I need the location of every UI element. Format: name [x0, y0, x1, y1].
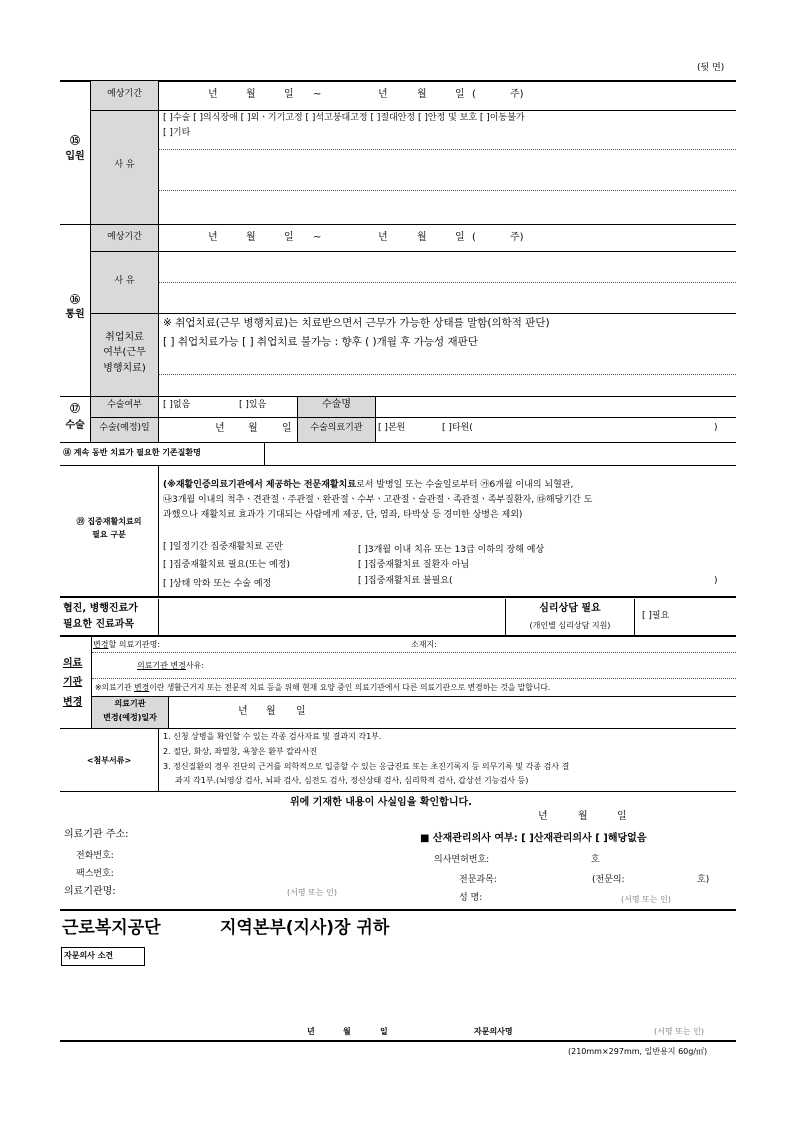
admission-end-day: 일 — [455, 89, 465, 100]
rehab-option-difficult: [ ]일정기간 집중재활치료 곤란 — [163, 542, 283, 552]
col-divider — [158, 729, 159, 791]
dotted-line — [159, 282, 736, 283]
row-line — [92, 696, 736, 697]
change-reason-prefix: 의료기관 변경 — [137, 661, 186, 670]
admission-end-year: 년 — [378, 89, 388, 100]
admission-start-month: 월 — [246, 89, 256, 100]
consult-label-2: 필요한 진료과목 — [63, 619, 135, 630]
surgery-label: 수술 — [65, 420, 85, 431]
work-treatment-label-2: 여부(근무 — [103, 347, 146, 358]
outpatient-label: 통원 — [65, 309, 85, 320]
outpatient-end-day: 일 — [455, 232, 465, 243]
col-divider — [158, 465, 159, 597]
surgery-this-hospital: [ ]본원 — [378, 423, 406, 433]
dotted-line — [159, 374, 736, 375]
change-date-label-2: 변경(예정)일자 — [103, 713, 157, 722]
col-divider — [158, 599, 159, 636]
attachment-item-1: 1. 신청 상병을 확인할 수 있는 각종 검사자료 및 결과지 각1부. — [163, 732, 382, 741]
change-day: 일 — [296, 706, 306, 717]
surgery-date-label: 수술(예정)일 — [99, 423, 150, 433]
psych-sub-label: (개인별 심리상담 지원) — [529, 621, 611, 630]
dotted-line — [92, 652, 736, 653]
advisor-name-label: 자문의사명 — [474, 1027, 513, 1036]
surgery-name-label: 수술명 — [322, 399, 351, 410]
rehab-desc-line3: 과했으나 재활치료 효과가 기대되는 사람에게 제공, 단, 염좌, 타박상 등 경미한 상병은 제외) — [163, 510, 523, 520]
rehab-option-unnecessary: [ ]집중재활치료 불필요( — [358, 576, 453, 586]
hospital-address-label: 의료기관 주소: — [64, 829, 129, 840]
row-line — [60, 791, 736, 792]
rehab-option-worsening: [ ]상태 악화 또는 수술 예정 — [163, 579, 272, 589]
confirm-statement: 위에 기재한 내용이 사실임을 확인합니다. — [290, 797, 472, 808]
rehab-desc-rest: 로서 발병일 또는 수술일로부터 ㉮6개월 이내의 뇌혈관, — [356, 480, 574, 490]
dotted-line — [159, 190, 736, 191]
admission-period-label: 예상기간 — [107, 89, 142, 99]
admission-start-year: 년 — [208, 89, 218, 100]
page-side-label: (뒷 면) — [697, 63, 725, 73]
outpatient-number: ⑯ — [70, 295, 80, 306]
admission-label: 입원 — [65, 151, 85, 162]
admission-reason-other: [ ]기타 — [163, 128, 191, 138]
admission-reason-label: 사 유 — [114, 160, 135, 170]
outpatient-period-label: 예상기간 — [107, 232, 142, 242]
change-location-label: 소재지: — [411, 640, 437, 649]
row-line — [60, 465, 736, 466]
change-label-1: 의료 — [63, 658, 83, 669]
advisor-sign-hint: (서명 또는 인) — [654, 1027, 704, 1036]
attachment-item-3b: 과지 각1부.(뇌영상 검사, 뇌파 검사, 심전도 검사, 정신상태 검사, 심리학적 검사, 갑상선 기능검사 등) — [175, 776, 529, 785]
rehab-label-1: ⑲ 집중재활치료의 — [76, 517, 142, 526]
outpatient-start-month: 월 — [246, 232, 256, 243]
col-divider — [158, 81, 159, 443]
industrial-doctor-question: ■ 산재관리의사 여부: [ ]산재관리의사 [ ]해당없음 — [420, 833, 647, 844]
col-divider — [168, 697, 169, 728]
advisor-month: 월 — [343, 1027, 351, 1036]
rehab-desc-bold: (※재활인증의료기관에서 제공하는 전문재활치료 — [163, 480, 357, 490]
col-divider — [264, 443, 265, 465]
dotted-line — [92, 678, 736, 679]
advisor-year: 년 — [307, 1027, 315, 1036]
admission-start-day: 일 — [284, 89, 294, 100]
row-line — [91, 251, 736, 252]
advisor-day: 일 — [380, 1027, 388, 1036]
change-label-2: 기관 — [63, 677, 83, 688]
change-target-label — [93, 641, 160, 649]
doctor-specialty-label: 전문과목: — [459, 875, 497, 885]
change-date-label-1: 의료기관 — [114, 699, 146, 708]
outpatient-weeks: 주) — [510, 232, 524, 243]
dotted-line — [159, 149, 736, 150]
doctor-specialist-suffix: 호) — [697, 875, 710, 885]
range-tilde: ~ — [313, 232, 322, 243]
surgery-status-label: 수술여부 — [107, 400, 142, 410]
admission-weeks: 주) — [510, 89, 524, 100]
attachment-item-3a: 3. 정신질환의 경우 진단의 근거를 의학적으로 입증할 수 있는 응급진료 또는 초진기록지 등 의무기록 및 각종 검사 결 — [163, 762, 570, 771]
change-note-prefix: ※의료기관 — [95, 683, 135, 692]
paper-spec: (210mm×297mm, 일반용지 60g/㎡) — [568, 1047, 708, 1056]
row-line — [60, 396, 736, 397]
section-divider — [60, 1040, 736, 1042]
rehab-label-2: 필요 구분 — [92, 530, 126, 539]
hospital-sign-hint: (서명 또는 인) — [287, 888, 337, 897]
change-note-rest: 이란 생활근거지 또는 전문적 치료 등을 위해 현재 요양 중인 의료기관에서 다른 의료기관으로 변경하는 것을 말합니다. — [149, 683, 551, 692]
row-line — [91, 417, 736, 418]
attachments-label: <첨부서류> — [86, 756, 132, 765]
surgery-close-paren: ) — [714, 423, 718, 433]
outpatient-end-year: 년 — [378, 232, 388, 243]
row-line — [60, 442, 736, 443]
confirm-year: 년 — [538, 811, 548, 822]
surgery-day: 일 — [282, 423, 292, 434]
row-line — [60, 635, 736, 637]
hospital-phone-label: 전화번호: — [76, 851, 114, 861]
section-divider — [60, 909, 736, 911]
row-line — [60, 596, 736, 598]
rehab-option-needed: [ ]집중재활치료 필요(또는 예정) — [163, 560, 290, 570]
advisor-label: 자문의사 소견 — [64, 951, 114, 960]
change-note-underline: 변경 — [134, 683, 150, 692]
work-treatment-note: ※ 취업치료(근무 병행치료)는 치료받으면서 근무가 가능한 상태를 말함(의학적 판단) — [163, 317, 550, 329]
surgery-number: ⑰ — [70, 404, 80, 415]
rehab-desc-line2: ㉯3개월 이내의 척추ㆍ견관절ㆍ주관절ㆍ완관절ㆍ수부ㆍ고관절ㆍ슬관절ㆍ족관절ㆍ족부질환자, ㉰해당기간 도 — [163, 495, 593, 505]
outpatient-weeks-open: ( — [472, 232, 476, 243]
col-divider — [90, 81, 91, 443]
change-reason-text: 사유: — [185, 661, 205, 670]
table-top-border — [60, 80, 736, 82]
attachment-item-2: 2. 절단, 화상, 좌멸창, 욕창은 환부 칼라사진 — [163, 747, 318, 756]
row-line — [91, 313, 736, 314]
confirm-month: 월 — [578, 811, 588, 822]
doctor-specialist-label: (전문의: — [592, 875, 625, 885]
hospital-name-label: 의료기관명: — [64, 886, 116, 897]
admission-number: ⑮ — [70, 136, 80, 147]
admission-weeks-open: ( — [472, 89, 476, 100]
row-line — [91, 110, 736, 111]
rehab-desc-line1 — [163, 481, 573, 490]
col-divider — [634, 599, 635, 636]
confirm-day: 일 — [617, 811, 627, 822]
change-label-3: 변경 — [63, 697, 83, 708]
consult-label-1: 협진, 병행진료가 — [63, 603, 138, 614]
change-target-prefix: 변경 — [93, 640, 109, 649]
hospital-fax-label: 팩스번호: — [76, 869, 114, 879]
rehab-option-3months: [ ]3개월 이내 치유 또는 13급 이하의 장해 예상 — [358, 545, 545, 555]
admission-end-month: 월 — [417, 89, 427, 100]
change-note — [95, 684, 550, 692]
outpatient-end-month: 월 — [417, 232, 427, 243]
row-line — [60, 224, 736, 225]
doctor-license-suffix: 호 — [591, 855, 600, 865]
surgery-hospital-label: 수술의료기관 — [310, 423, 363, 433]
surgery-month: 월 — [248, 423, 258, 434]
recipient-org: 근로복지공단 — [62, 918, 161, 938]
change-target-text: 할 의료기관명: — [108, 640, 161, 649]
doctor-license-label: 의사면허번호: — [434, 855, 490, 865]
admission-reason-options: [ ]수술 [ ]의식장애 [ ]외ㆍ기기고정 [ ]석고붕대고정 [ ]절대안정 [ ]안정 및 보호 [ ]이동불가 — [163, 113, 525, 123]
base-disease-label: ⑱ 계속 동반 치료가 필요한 기존질환명 — [63, 448, 201, 457]
rehab-option-not-patient: [ ]집중재활치료 질환자 아님 — [358, 560, 470, 570]
work-treatment-label-1: 취업치료 — [105, 332, 144, 343]
range-tilde: ~ — [313, 89, 322, 100]
change-year: 년 — [238, 706, 248, 717]
work-treatment-options: [ ] 취업치료가능 [ ] 취업치료 불가능 : 향후 ( )개월 후 가능성 재판단 — [163, 336, 478, 348]
psych-label: 심리상담 필요 — [539, 603, 601, 614]
outpatient-reason-label: 사 유 — [114, 276, 135, 286]
outpatient-start-day: 일 — [284, 232, 294, 243]
doctor-name-label: 성 명: — [459, 893, 483, 903]
rehab-close-paren: ) — [714, 576, 718, 586]
change-reason-label — [137, 662, 204, 670]
doctor-sign-hint: (서명 또는 인) — [621, 895, 671, 904]
surgery-none-option: [ ]없음 — [163, 400, 191, 410]
psych-option: [ ]필요 — [642, 611, 670, 621]
work-treatment-label-3: 병행치료) — [103, 363, 146, 374]
row-line — [60, 728, 736, 729]
recipient-office: 지역본부(지사)장 귀하 — [220, 918, 390, 938]
surgery-yes-option: [ ]있음 — [239, 400, 267, 410]
surgery-other-hospital: [ ]타원( — [442, 423, 473, 433]
surgery-year: 년 — [215, 423, 225, 434]
col-divider — [375, 397, 376, 442]
outpatient-start-year: 년 — [208, 232, 218, 243]
change-month: 월 — [266, 706, 276, 717]
